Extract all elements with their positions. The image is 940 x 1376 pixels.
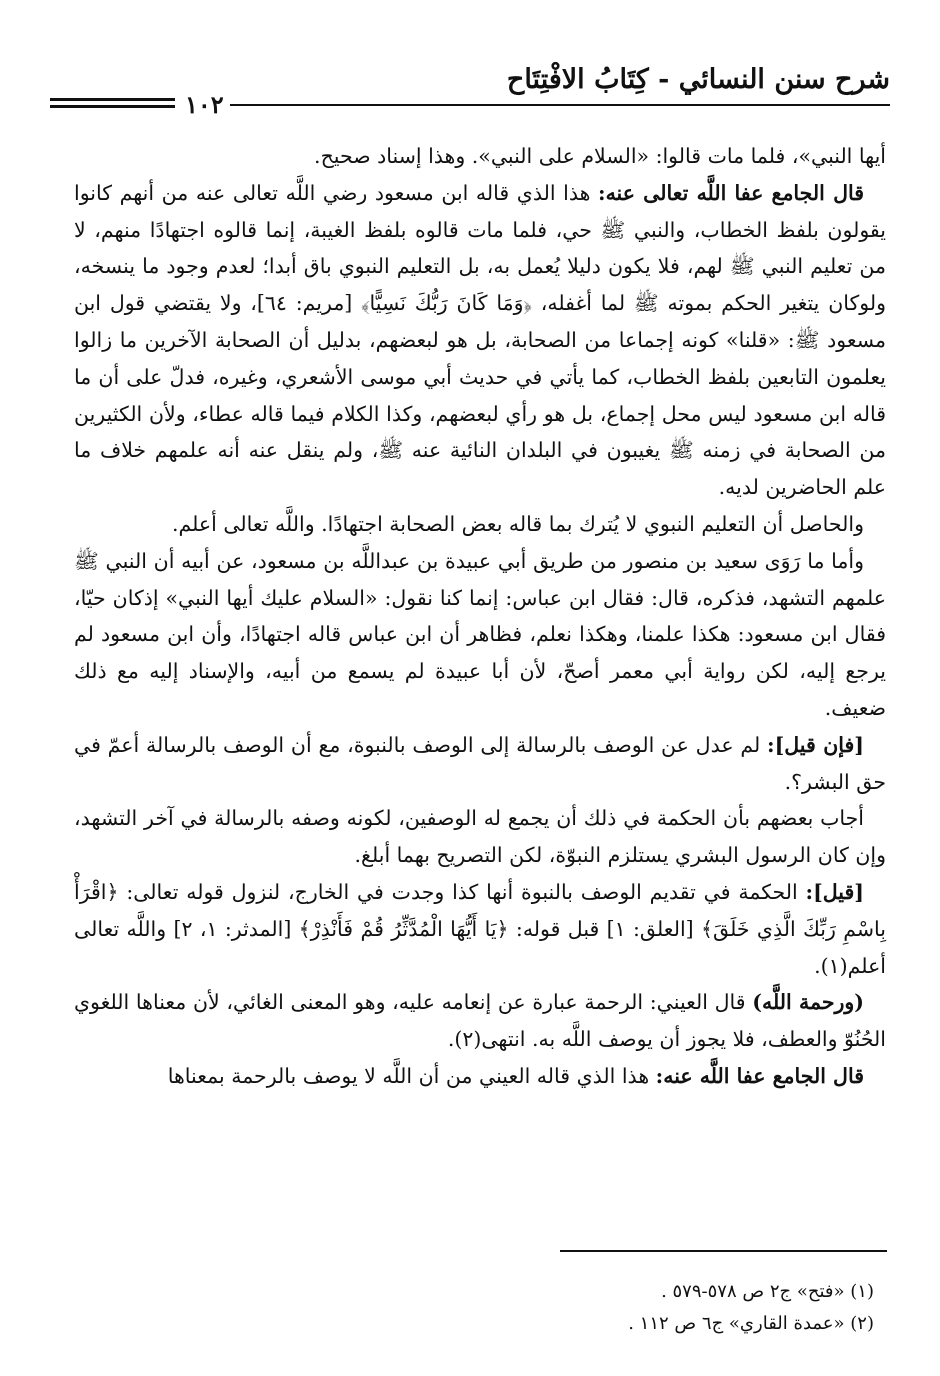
phrase-label: (ورحمة اللَّه): [752, 990, 864, 1015]
paragraph-8-text: قال العيني: الرحمة عبارة عن إنعامه عليه، وهو المعنى الغائي، لأن معناها اللغوي الحُنُوّ والعطف، فلا يجوز أن يوصف اللَّه به. انتهى(٢).: [74, 990, 886, 1052]
paragraph-3: والحاصل أن التعليم النبوي لا يُترك بما قاله بعض الصحابة اجتهادًا. واللَّه تعالى أعلم.: [171, 511, 864, 536]
page-number: ١٠٢: [185, 90, 224, 119]
footnote-1: (١) «فتح» ج٢ ص ٥٧٨-٥٧٩ .: [661, 1281, 874, 1302]
paragraph-2-text: هذا الذي قاله ابن مسعود رضي اللَّه تعالى عنه من أنهم كانوا يقولون بلفظ الخطاب، والنبي ﷺ حي، فلما مات قالوه بلفظ الغيبة، إنما قالوه اجتهادًا منهم، لا من تعليم النبي ﷺ لهم، فلا يكون دليلا يُعمل به، بل التعليم النبوي باق أبدا؛ لعدم وجود ما ينسخه، ولوكان يتغير الحكم بموته ﷺ لما أغفله، ﴿وَمَا كَانَ رَبُّكَ نَسِيًّا﴾ [مريم: ٦٤]، ولا يقتضي قول ابن مسعود ﷺ: «قلنا» كونه إجماعا من الصحابة، بل هو لبعضهم، بدليل أن الصحابة الآخرين ما زالوا يعلمون التابعين بلفظ الخطاب، كما يأتي في حديث أبي موسى الأشعري، وغيره، فدلّ على أن ما قاله ابن مسعود ليس محل إجماع، بل هو رأي لبعضهم، وكذا الكلام فيما قاله عطاء، ولأن الكثيرين من الصحابة في زمنه ﷺ يغيبون في البلدان النائية عنه ﷺ، ولم ينقل عنه أنه علمهم خلاف ما علم الحاضرين لديه.: [74, 180, 887, 500]
paragraph-6: أجاب بعضهم بأن الحكمة في ذلك أن يجمع له الوصفين، لكونه وصفه بالرسالة في آخر التشهد، وإن كان الرسول البشري يستلزم النبوّة، لكن التصريح بهما أبلغ.: [74, 806, 886, 868]
objection-label: [فإن قيل]:: [767, 732, 864, 757]
paragraph-5: [74, 727, 886, 801]
paragraph-1: أيها النبي»، فلما مات قالوا: «السلام على النبي». وهذا إسناد صحيح.: [314, 144, 886, 168]
paragraph-7: [74, 874, 886, 984]
paragraph-9-text: هذا الذي قاله العيني من أن اللَّه لا يوصف بالرحمة بمعناها: [167, 1063, 656, 1088]
footnotes: [64, 1276, 874, 1340]
header-line: [230, 104, 890, 106]
main-text: [74, 138, 886, 1095]
author-note-label: قال الجامع عفا اللَّه تعالى عنه:: [598, 180, 865, 205]
header-rules: [50, 98, 175, 112]
running-title: شرح سنن النسائي - كِتَابُ الافْتِتَاح: [506, 64, 890, 95]
paragraph-4: وأما ما رَوَى سعيد بن منصور من طريق أبي عبيدة بن عبداللَّه بن مسعود، عن أبيه أن النبي ﷺ علمهم التشهد، فذكره، قال: فقال ابن عباس: إنما كنا نقول: «السلام عليك أيها النبي» إذكان حيّا، فقال ابن مسعود: هكذا علمنا، وهكذا نعلم، فظاهر أن ابن عباس قاله اجتهادًا، وأن ابن مسعود لم يرجع إليه، لكن رواية أبي معمر أصحّ، لأن أبا عبيدة لم يسمع من أبيه، والإسناد إليه مع ذلك ضعيف.: [74, 548, 886, 720]
page-header: [50, 60, 890, 119]
author-note-label-2: قال الجامع عفا اللَّه عنه:: [655, 1063, 864, 1088]
paragraph-8: [74, 984, 886, 1058]
paragraph-7-text: الحكمة في تقديم الوصف بالنبوة أنها كذا وجدت في الخارج، لنزول قوله تعالى: ﴿اقْرَأْ بِاسْمِ رَبِّكَ الَّذِي خَلَقَ﴾ [العلق: ١] قبل قوله: ﴿يَا أَيُّهَا الْمُدَّثِّرُ قُمْ فَأَنْذِرْ﴾ [المدثر: ١، ٢] واللَّه تعالى أعلم(١).: [74, 879, 887, 978]
answer-label: [قيل]:: [805, 879, 864, 904]
paragraph-5-text: لم عدل عن الوصف بالرسالة إلى الوصف بالنبوة، مع أن الوصف بالرسالة أعمّ في حق البشر؟.: [74, 732, 886, 794]
footnote-2: (٢) «عمدة القاري» ج٦ ص ١١٢ .: [628, 1313, 874, 1334]
paragraph-9: [74, 1058, 886, 1095]
footnote-divider: [560, 1250, 887, 1252]
paragraph-2: [74, 175, 886, 506]
